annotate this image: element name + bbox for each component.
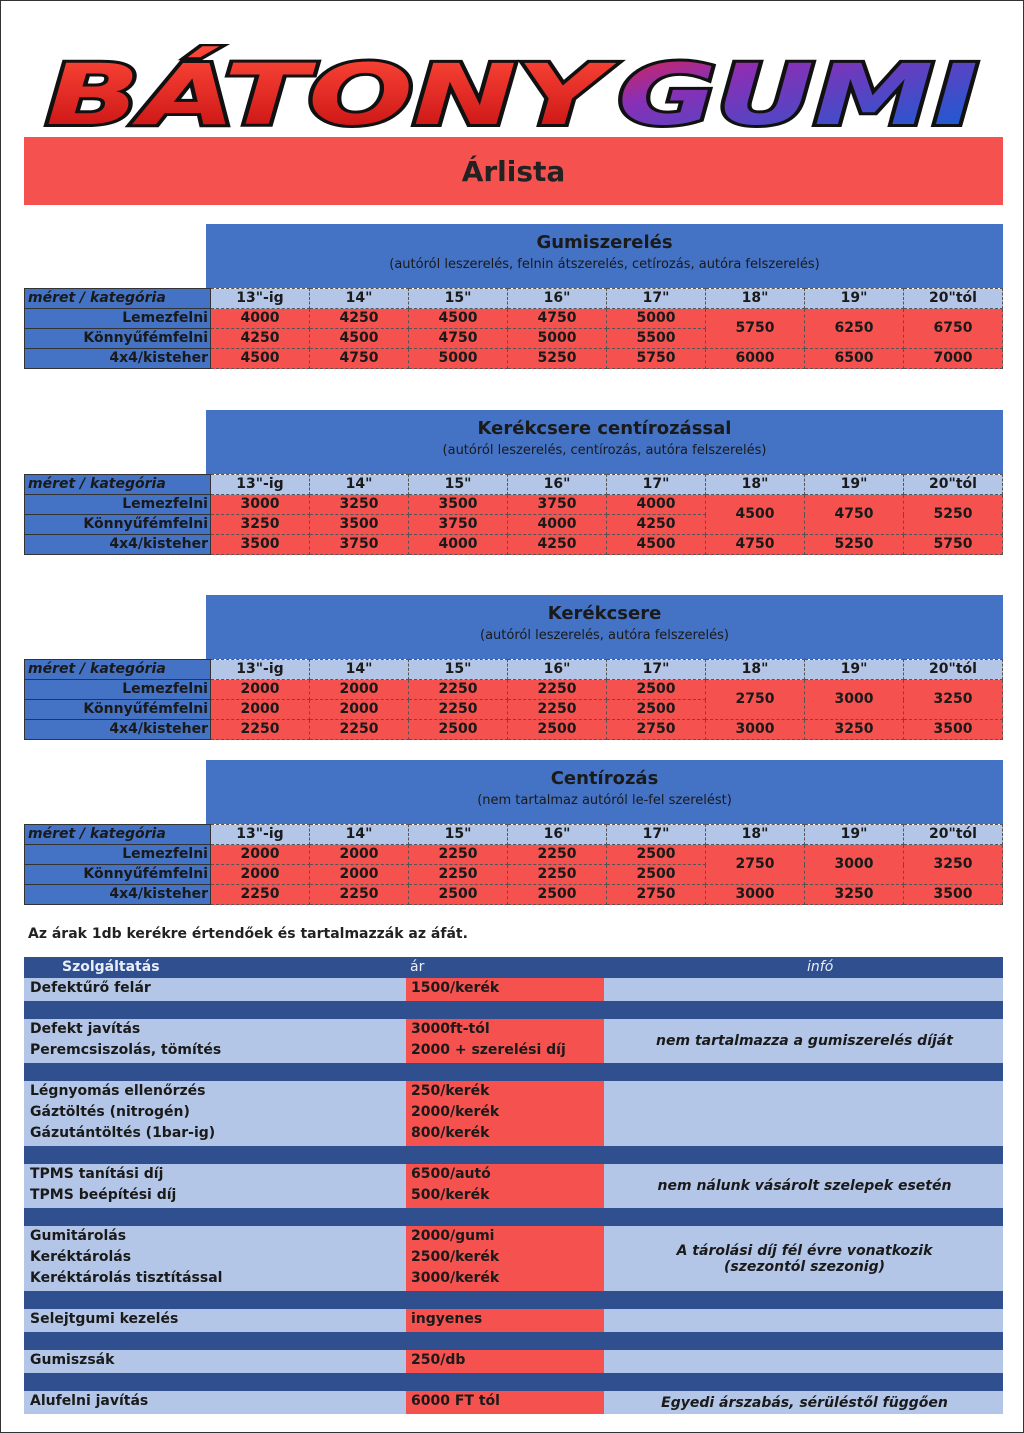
- service-name: Alufelni javítás: [30, 1393, 149, 1409]
- category-name: Könnyűfémfelni: [25, 329, 211, 349]
- service-price-cell: [406, 1081, 604, 1146]
- price-cell: 3750: [310, 535, 409, 555]
- service-price-cell: [406, 1309, 604, 1332]
- price-cell: 2500: [607, 865, 706, 885]
- size-header: 20"tól: [904, 660, 1003, 680]
- size-header: 17": [607, 660, 706, 680]
- size-header: 16": [508, 289, 607, 309]
- price-cell-merged: 5750: [706, 309, 805, 349]
- table-title: Centírozás: [550, 768, 659, 789]
- service-info: nem tartalmazza a gumiszerelés díját: [656, 1033, 953, 1049]
- size-header: 13"-ig: [211, 825, 310, 845]
- table-header: [206, 595, 1003, 659]
- price-note: Az árak 1db kerékre értendőek és tartalmazzák az áfát.: [28, 926, 468, 942]
- price-cell: 2500: [607, 700, 706, 720]
- price-cell: 2500: [508, 720, 607, 740]
- price-table: [24, 824, 1003, 905]
- service-name: Selejtgumi kezelés: [30, 1311, 179, 1327]
- size-header: 18": [706, 289, 805, 309]
- title-banner: [24, 137, 1003, 205]
- price-cell: 7000: [904, 349, 1003, 369]
- price-cell: 3500: [211, 535, 310, 555]
- category-name: Könnyűfémfelni: [25, 515, 211, 535]
- price-cell: 2250: [508, 865, 607, 885]
- service-price: 2500/kerék: [411, 1249, 500, 1265]
- size-header: 14": [310, 289, 409, 309]
- price-cell: 2500: [409, 885, 508, 905]
- separator-row: [24, 1291, 1003, 1309]
- price-cell: 2250: [310, 885, 409, 905]
- size-header: 19": [805, 825, 904, 845]
- price-cell: 5750: [904, 535, 1003, 555]
- batonygumi-logo: [40, 44, 990, 132]
- price-cell: 5250: [805, 535, 904, 555]
- size-header: 20"tól: [904, 289, 1003, 309]
- price-cell: 2250: [409, 845, 508, 865]
- price-cell: 3500: [904, 885, 1003, 905]
- service-price: 250/db: [411, 1352, 466, 1368]
- service-name: Gumitárolás: [30, 1228, 127, 1244]
- price-cell: 2250: [508, 700, 607, 720]
- size-header: 19": [805, 289, 904, 309]
- logo-word-batony: BÁTONY: [46, 46, 617, 132]
- table-subtitle: (autóról leszerelés, centírozás, autóra felszerelés): [442, 443, 767, 458]
- price-cell-merged: 3250: [904, 845, 1003, 885]
- price-cell: 4750: [310, 349, 409, 369]
- price-cell: 4000: [409, 535, 508, 555]
- price-table: [24, 659, 1003, 740]
- size-header: 20"tól: [904, 475, 1003, 495]
- service-price: ingyenes: [411, 1311, 483, 1327]
- service-info: [606, 1350, 1003, 1373]
- service-group: [24, 1226, 1003, 1291]
- price-cell: 3500: [409, 495, 508, 515]
- page-title: Árlista: [461, 154, 566, 188]
- price-cell: 2500: [607, 680, 706, 700]
- price-cell-merged: 4500: [706, 495, 805, 535]
- price-cell: 2500: [508, 885, 607, 905]
- price-table: [24, 288, 1003, 369]
- price-cell: 4250: [508, 535, 607, 555]
- category-name: 4x4/kisteher: [25, 349, 211, 369]
- table-row: [25, 309, 1003, 329]
- size-header: 20"tól: [904, 825, 1003, 845]
- price-table-block: [24, 224, 1003, 374]
- category-name: Lemezfelni: [25, 309, 211, 329]
- size-header: 14": [310, 475, 409, 495]
- service-price: 1500/kerék: [411, 980, 500, 996]
- price-cell: 2000: [310, 680, 409, 700]
- table-row: [25, 720, 1003, 740]
- table-row: [25, 845, 1003, 865]
- price-cell: 2250: [409, 700, 508, 720]
- category-label: méret / kategória: [25, 289, 211, 309]
- service-price: 250/kerék: [411, 1083, 490, 1099]
- price-table-block: [24, 760, 1003, 910]
- service-price: 2000/kerék: [411, 1104, 500, 1120]
- service-name: Légnyomás ellenőrzés: [30, 1083, 206, 1099]
- price-cell: 4000: [508, 515, 607, 535]
- table-header: [206, 410, 1003, 474]
- size-header: 16": [508, 825, 607, 845]
- price-cell: 2000: [310, 700, 409, 720]
- size-header: 18": [706, 475, 805, 495]
- service-name: Defektűrő felár: [30, 980, 151, 996]
- service-group: [24, 1391, 1003, 1414]
- price-cell: 4750: [706, 535, 805, 555]
- table-header: [206, 760, 1003, 824]
- size-header: 15": [409, 825, 508, 845]
- price-table-block: [24, 410, 1003, 560]
- size-header: 16": [508, 660, 607, 680]
- price-cell: 3750: [409, 515, 508, 535]
- price-cell: 4500: [211, 349, 310, 369]
- service-price-cell: [406, 1019, 604, 1063]
- price-table: [24, 474, 1003, 555]
- price-cell: 3500: [904, 720, 1003, 740]
- services-header-row: [24, 957, 1003, 978]
- price-cell: 4000: [607, 495, 706, 515]
- price-cell: 2750: [607, 885, 706, 905]
- service-name: TPMS beépítési díj: [30, 1187, 177, 1203]
- price-cell: 2000: [211, 845, 310, 865]
- separator-row: [24, 1146, 1003, 1164]
- price-cell: 2250: [211, 720, 310, 740]
- service-info: [606, 1081, 1003, 1146]
- service-price: 2000 + szerelési díj: [411, 1042, 566, 1058]
- price-cell: 3250: [211, 515, 310, 535]
- price-cell: 5000: [508, 329, 607, 349]
- table-title: Kerékcsere centírozással: [477, 418, 732, 439]
- table-row: [25, 495, 1003, 515]
- size-header: 19": [805, 660, 904, 680]
- size-header: 19": [805, 475, 904, 495]
- price-cell: 3000: [706, 720, 805, 740]
- price-cell: 4250: [607, 515, 706, 535]
- table-row: [25, 680, 1003, 700]
- price-cell: 2500: [409, 720, 508, 740]
- service-price-cell: [406, 1164, 604, 1208]
- service-name: Gáztöltés (nitrogén): [30, 1104, 190, 1120]
- category-name: Lemezfelni: [25, 680, 211, 700]
- separator-row: [24, 1332, 1003, 1350]
- price-cell: 2000: [310, 845, 409, 865]
- price-cell: 3250: [805, 885, 904, 905]
- price-cell: 4500: [409, 309, 508, 329]
- price-cell: 5750: [607, 349, 706, 369]
- price-cell: 2000: [211, 680, 310, 700]
- category-name: 4x4/kisteher: [25, 535, 211, 555]
- category-label: méret / kategória: [25, 475, 211, 495]
- price-cell: 2250: [409, 865, 508, 885]
- service-price: 500/kerék: [411, 1187, 490, 1203]
- service-price: 2000/gumi: [411, 1228, 495, 1244]
- category-label: méret / kategória: [25, 660, 211, 680]
- service-group: [24, 1309, 1003, 1332]
- table-title: Kerékcsere: [547, 603, 662, 624]
- price-cell: 5000: [409, 349, 508, 369]
- size-header: 16": [508, 475, 607, 495]
- category-label: méret / kategória: [25, 825, 211, 845]
- table-head-row: [25, 660, 1003, 680]
- separator-row: [24, 1063, 1003, 1081]
- services-table: [24, 957, 1003, 1414]
- size-header: 17": [607, 289, 706, 309]
- price-cell-merged: 2750: [706, 845, 805, 885]
- size-header: 13"-ig: [211, 289, 310, 309]
- price-cell: 3750: [508, 495, 607, 515]
- service-info: A tárolási díj fél évre vonatkozik (szezontól szezonig): [676, 1242, 933, 1275]
- category-name: 4x4/kisteher: [25, 885, 211, 905]
- size-header: 15": [409, 660, 508, 680]
- table-header: [206, 224, 1003, 288]
- size-header: 13"-ig: [211, 475, 310, 495]
- table-row: [25, 349, 1003, 369]
- size-header: 13"-ig: [211, 660, 310, 680]
- logo-word-gumi: GUMI: [618, 46, 978, 132]
- table-head-row: [25, 475, 1003, 495]
- price-cell: 2500: [607, 845, 706, 865]
- size-header: 15": [409, 289, 508, 309]
- category-name: 4x4/kisteher: [25, 720, 211, 740]
- table-subtitle: (autóról leszerelés, autóra felszerelés): [480, 628, 729, 643]
- price-cell: 3250: [310, 495, 409, 515]
- table-subtitle: (autóról leszerelés, felnin átszerelés, cetírozás, autóra felszerelés): [389, 257, 820, 272]
- service-name: Gumiszsák: [30, 1352, 115, 1368]
- service-info: nem nálunk vásárolt szelepek esetén: [657, 1178, 952, 1194]
- price-cell: 2000: [211, 865, 310, 885]
- price-header: ár: [410, 959, 425, 975]
- price-cell: 4750: [508, 309, 607, 329]
- separator-row: [24, 1001, 1003, 1019]
- size-header: 18": [706, 660, 805, 680]
- price-cell: 4500: [607, 535, 706, 555]
- price-cell-merged: 6250: [805, 309, 904, 349]
- price-cell: 3500: [310, 515, 409, 535]
- service-group: [24, 1350, 1003, 1373]
- price-cell-merged: 5250: [904, 495, 1003, 535]
- service-header: Szolgáltatás: [62, 959, 160, 975]
- service-info: [606, 1309, 1003, 1332]
- service-name: TPMS tanítási díj: [30, 1166, 164, 1182]
- price-cell: 2750: [607, 720, 706, 740]
- price-cell: 4500: [310, 329, 409, 349]
- size-header: 15": [409, 475, 508, 495]
- service-price-cell: [406, 1391, 604, 1414]
- table-head-row: [25, 825, 1003, 845]
- table-row: [25, 535, 1003, 555]
- price-cell: 2250: [508, 845, 607, 865]
- category-name: Lemezfelni: [25, 845, 211, 865]
- size-header: 17": [607, 825, 706, 845]
- price-cell: 2250: [211, 885, 310, 905]
- price-cell: 4250: [211, 329, 310, 349]
- info-header: infó: [807, 959, 834, 975]
- category-name: Könnyűfémfelni: [25, 865, 211, 885]
- table-title: Gumiszerelés: [536, 232, 673, 253]
- service-price-cell: [406, 1350, 604, 1373]
- size-header: 14": [310, 825, 409, 845]
- category-name: Lemezfelni: [25, 495, 211, 515]
- service-name: Keréktárolás tisztítással: [30, 1270, 223, 1286]
- price-cell: 3000: [211, 495, 310, 515]
- service-price: 6000 FT tól: [411, 1393, 500, 1409]
- service-group: [24, 1164, 1003, 1208]
- price-cell: 4750: [409, 329, 508, 349]
- price-cell: 5250: [508, 349, 607, 369]
- service-name: Keréktárolás: [30, 1249, 132, 1265]
- price-cell: 2250: [310, 720, 409, 740]
- service-price-cell: [406, 978, 604, 1001]
- price-cell-merged: 3000: [805, 680, 904, 720]
- service-group: [24, 1019, 1003, 1063]
- price-cell-merged: 2750: [706, 680, 805, 720]
- price-cell: 2250: [409, 680, 508, 700]
- price-cell: 5500: [607, 329, 706, 349]
- service-group: [24, 978, 1003, 1001]
- table-subtitle: (nem tartalmaz autóról le-fel szerelést): [477, 793, 732, 808]
- price-cell-merged: 6750: [904, 309, 1003, 349]
- category-name: Könnyűfémfelni: [25, 700, 211, 720]
- service-info: Egyedi árszabás, sérüléstől függően: [661, 1394, 948, 1411]
- price-cell: 3000: [706, 885, 805, 905]
- service-price: 800/kerék: [411, 1125, 490, 1141]
- price-cell: 6500: [805, 349, 904, 369]
- service-name: Peremcsiszolás, tömítés: [30, 1042, 222, 1058]
- service-price: 3000ft-tól: [411, 1021, 490, 1037]
- price-cell: 5000: [607, 309, 706, 329]
- price-cell: 3250: [805, 720, 904, 740]
- price-cell: 2250: [508, 680, 607, 700]
- price-cell: 2000: [211, 700, 310, 720]
- price-cell-merged: 3250: [904, 680, 1003, 720]
- price-cell-merged: 4750: [805, 495, 904, 535]
- separator-row: [24, 1208, 1003, 1226]
- service-group: [24, 1081, 1003, 1146]
- service-price: 6500/autó: [411, 1166, 491, 1182]
- service-name: Defekt javítás: [30, 1021, 141, 1037]
- table-head-row: [25, 289, 1003, 309]
- table-row: [25, 885, 1003, 905]
- size-header: 14": [310, 660, 409, 680]
- price-cell: 4250: [310, 309, 409, 329]
- price-cell: 4000: [211, 309, 310, 329]
- service-info: [606, 978, 1003, 1001]
- separator-row: [24, 1373, 1003, 1391]
- size-header: 17": [607, 475, 706, 495]
- price-table-block: [24, 595, 1003, 745]
- service-price: 3000/kerék: [411, 1270, 500, 1286]
- price-cell: 6000: [706, 349, 805, 369]
- size-header: 18": [706, 825, 805, 845]
- price-cell: 2000: [310, 865, 409, 885]
- service-name: Gázutántöltés (1bar-ig): [30, 1125, 216, 1141]
- price-cell-merged: 3000: [805, 845, 904, 885]
- service-price-cell: [406, 1226, 604, 1291]
